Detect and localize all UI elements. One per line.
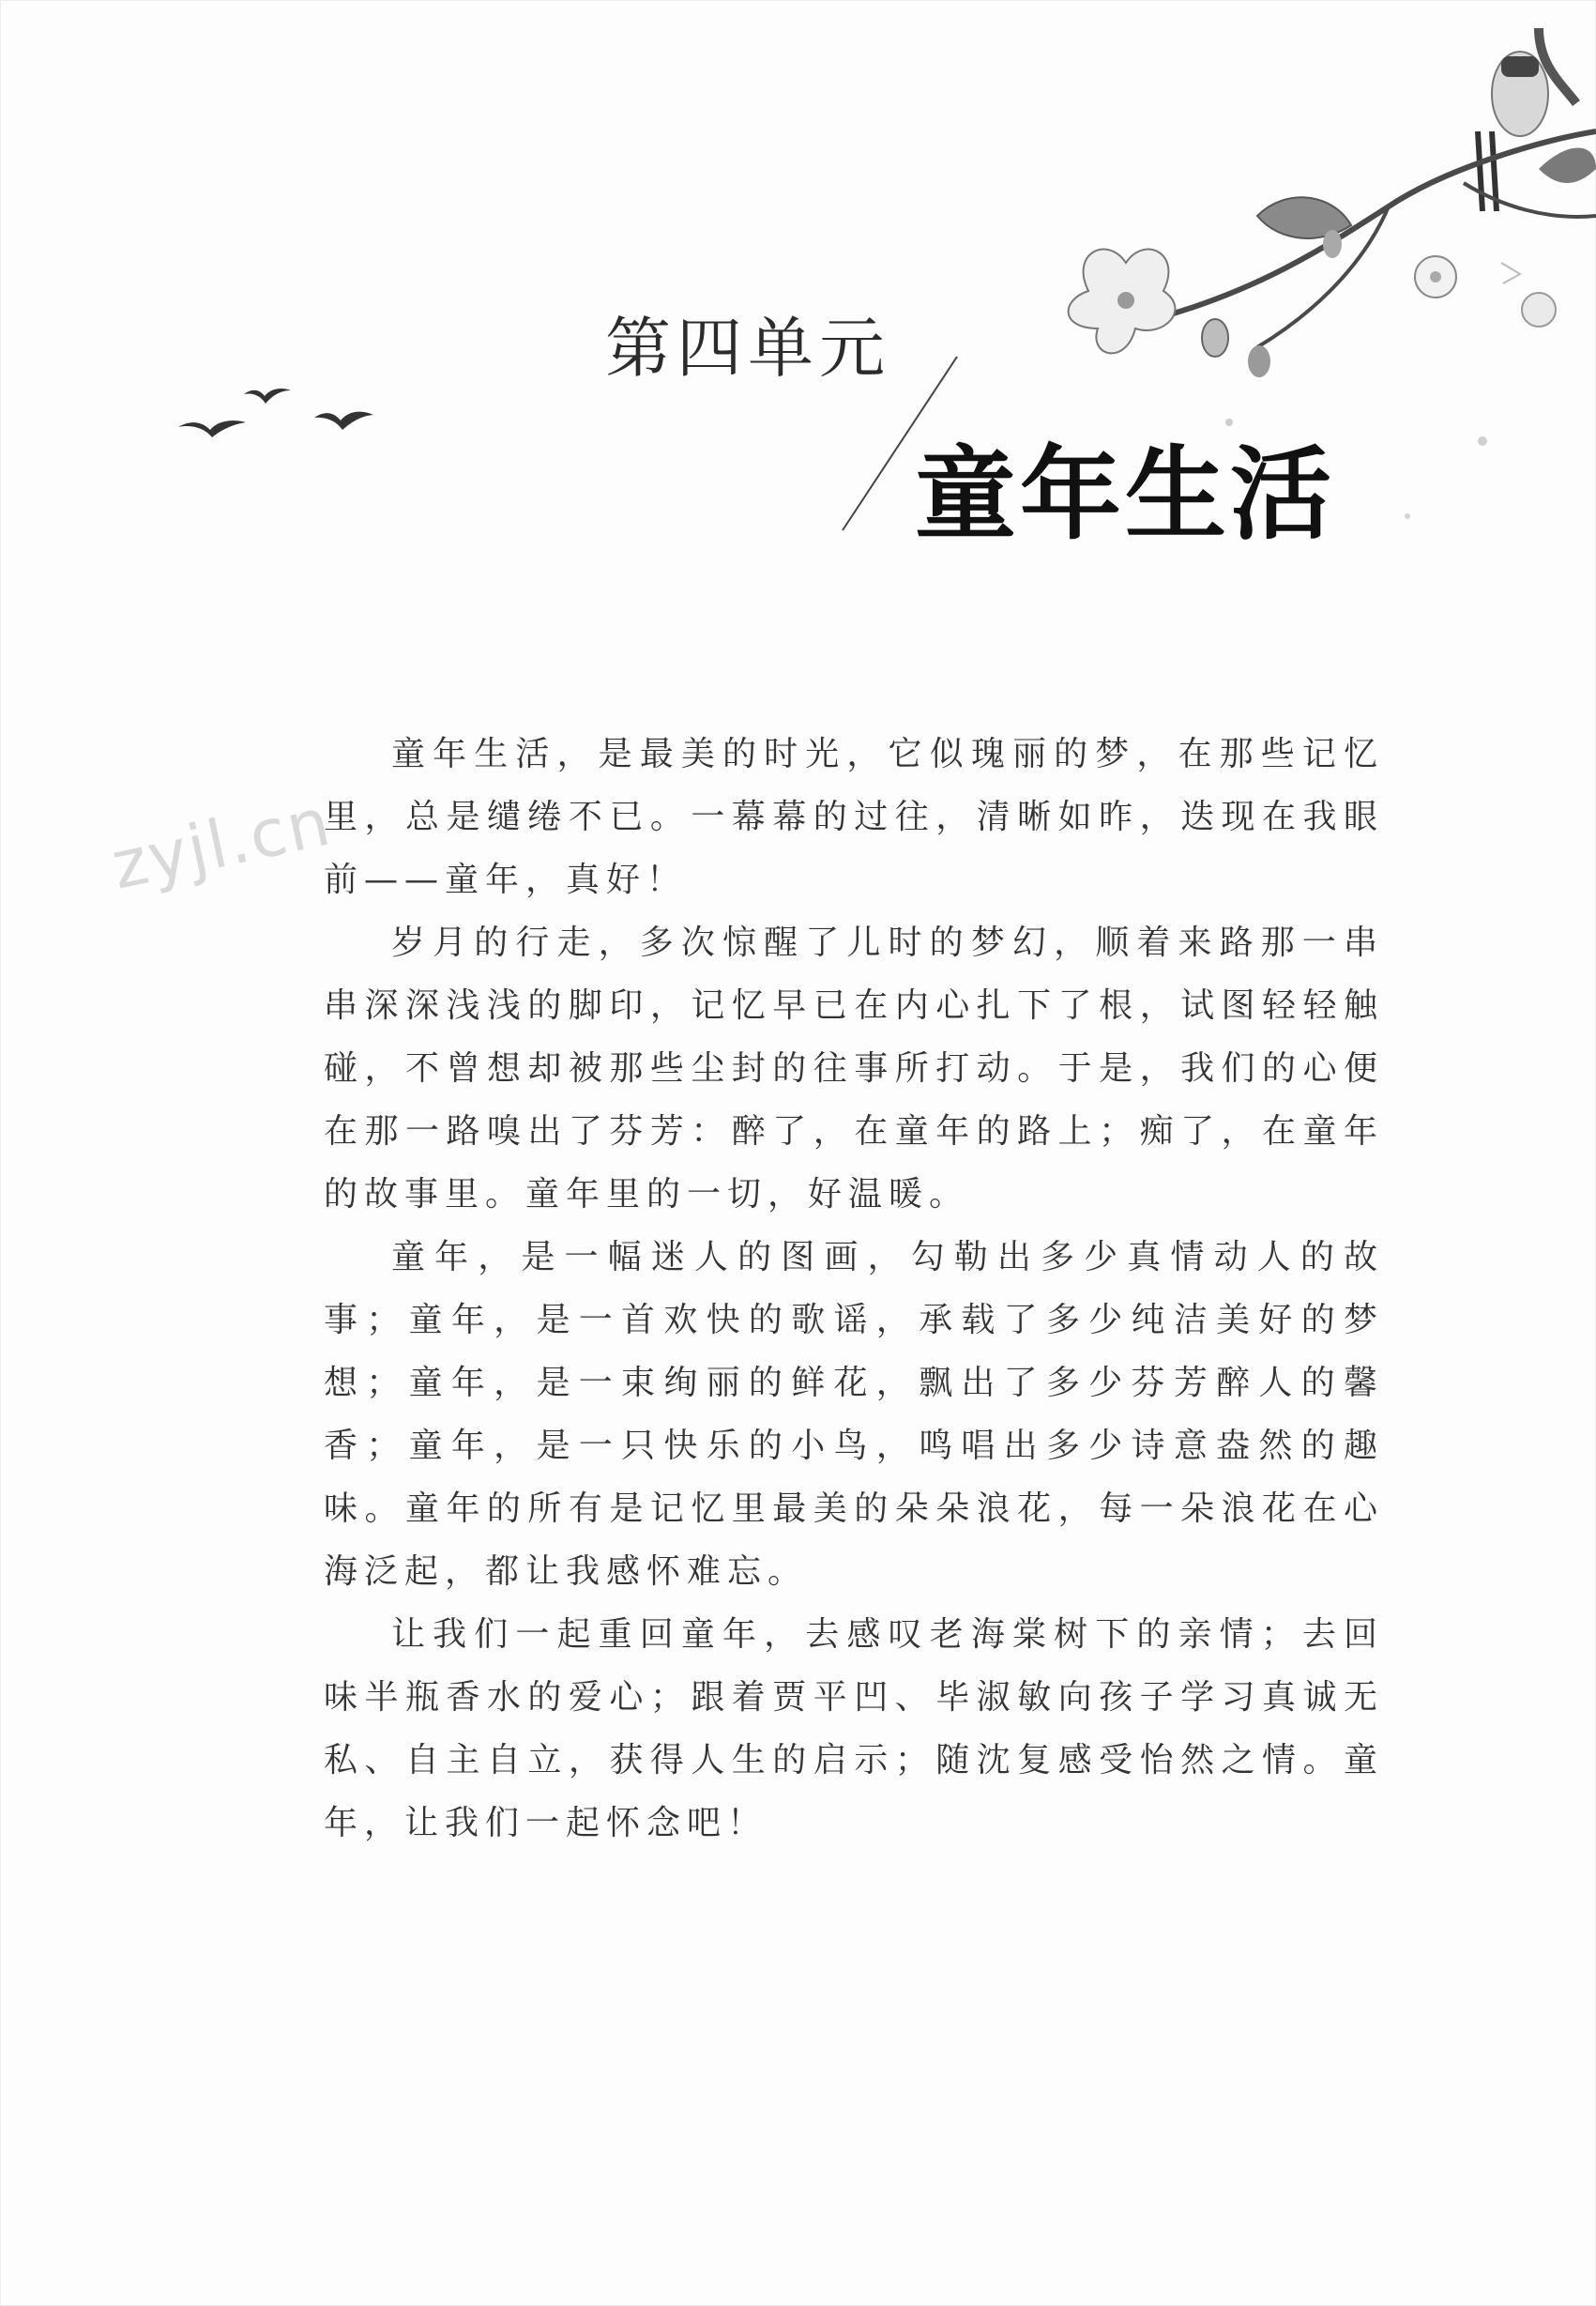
paragraph: 岁月的行走，多次惊醒了儿时的梦幻，顺着来路那一串串深深浅浅的脚印，记忆早已在内心扎下了根，试图轻轻触碰，不曾想却被那些尘封的往事所打动。于是，我们的心便在那一路嗅出了芬芳：醉了，在童年的路上；痴了，在童年的故事里。童年里的一切，好温暖。 bbox=[324, 924, 1384, 1214]
unit-title: 童年生活 bbox=[915, 435, 1336, 554]
flying-birds-icon bbox=[178, 375, 385, 451]
unit-label: 第四单元 bbox=[605, 310, 890, 387]
paragraph: 童年，是一幅迷人的图画，勾勒出多少真情动人的故事；童年，是一首欢快的歌谣，承载了多少纯洁美好的梦想；童年，是一束绚丽的鲜花，飘出了多少芬芳醉人的馨香；童年，是一只快乐的小鸟，鸣唱出多少诗意盎然的趣味。童年的所有是记忆里最美的朵朵浪花，每一朵浪花在心海泛起，都让我感怀难忘。 bbox=[324, 1238, 1384, 1591]
watermark: zyjl.cn bbox=[105, 783, 339, 905]
paragraph: 让我们一起重回童年，去感叹老海棠树下的亲情；去回味半瓶香水的爱心；跟着贾平凹、毕淑敏向孩子学习真诚无私、自主自立，获得人生的启示；随沈复感受怡然之情。童年，让我们一起怀念吧！ bbox=[324, 1615, 1384, 1842]
paragraph: 童年生活，是最美的时光，它似瑰丽的梦，在那些记忆里，总是缱绻不已。一幕幕的过往，清晰如昨，迭现在我眼前——童年，真好！ bbox=[324, 735, 1384, 899]
intro-text bbox=[324, 723, 1384, 1855]
